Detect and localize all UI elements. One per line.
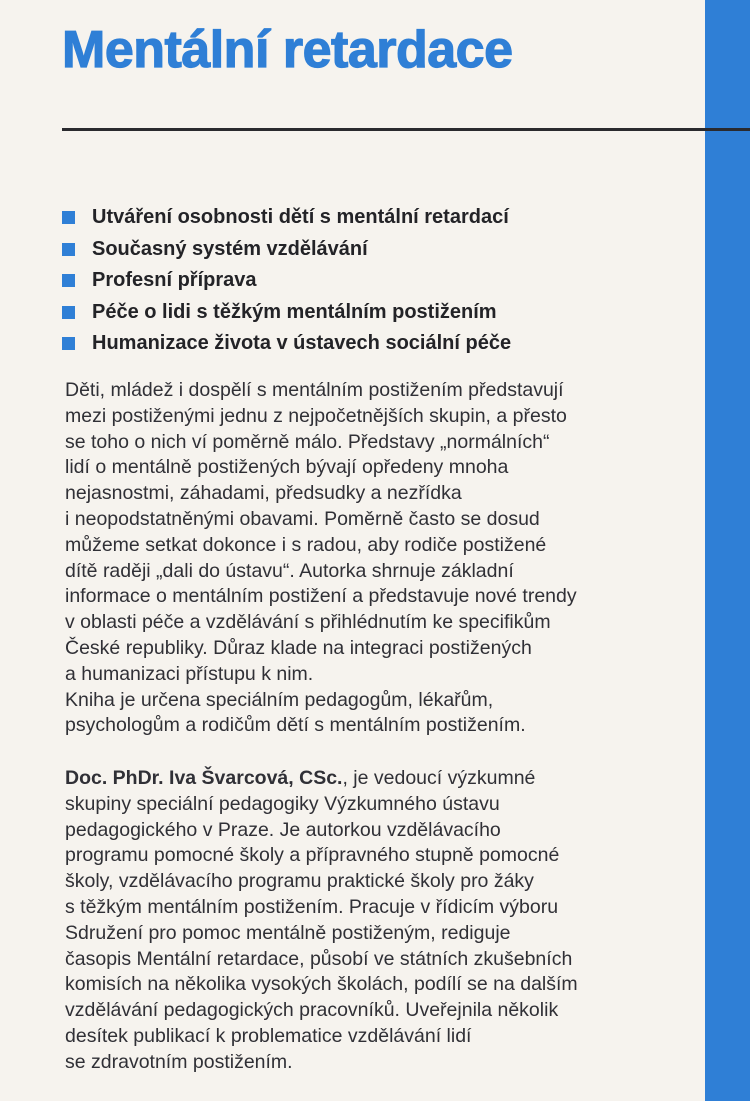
author-bio-line: pedagogického v Praze. Je autorkou vzdělávacího bbox=[65, 818, 501, 841]
author-bio-line: skupiny speciální pedagogiky Výzkumného ústavu bbox=[65, 792, 500, 815]
author-bio-first-line bbox=[65, 766, 578, 792]
description-line: můžeme setkat dokonce i s radou, aby rodiče postižené bbox=[65, 533, 547, 556]
title-divider bbox=[62, 128, 750, 131]
description-line: v oblasti péče a vzdělávání s přihlédnutím ke specifikům bbox=[65, 611, 551, 634]
description-line: informace o mentálním postižení a představuje nové trendy bbox=[65, 585, 577, 608]
topic-item bbox=[62, 234, 511, 266]
description-line: se toho o nich ví poměrně málo. Představy „normálních“ bbox=[65, 430, 550, 453]
description-line: nejasnostmi, záhadami, předsudky a nezřídka bbox=[65, 482, 462, 505]
description-line: Kniha je určena speciálním pedagogům, lékařům, bbox=[65, 688, 494, 711]
description-line: České republiky. Důraz klade na integraci postižených bbox=[65, 636, 532, 659]
description-line: psychologům a rodičům dětí s mentálním postižením. bbox=[65, 714, 526, 737]
author-bio-first-line-rest: , je vedoucí výzkumné bbox=[342, 767, 536, 789]
square-bullet-icon bbox=[62, 337, 75, 350]
square-bullet-icon bbox=[62, 306, 75, 319]
author-bio bbox=[65, 766, 578, 1076]
author-bio-line: časopis Mentální retardace, působí ve státních zkušebních bbox=[65, 947, 573, 970]
topic-item bbox=[62, 265, 511, 297]
blue-side-strip bbox=[705, 0, 750, 1101]
topic-item bbox=[62, 202, 511, 234]
author-bio-line: desítek publikací k problematice vzdělávání lidí bbox=[65, 1024, 472, 1047]
description-line: Děti, mládež i dospělí s mentálním postižením představují bbox=[65, 379, 564, 401]
topic-item-label: Humanizace života v ústavech sociální péče bbox=[92, 332, 512, 355]
description-line: dítě raději „dali do ústavu“. Autorka shrnuje základní bbox=[65, 559, 514, 582]
square-bullet-icon bbox=[62, 211, 75, 224]
book-description bbox=[65, 378, 577, 739]
description-line: i neopodstatněnými obavami. Poměrně často se dosud bbox=[65, 507, 540, 530]
author-name: Doc. PhDr. Iva Švarcová, CSc. bbox=[65, 767, 343, 789]
book-title: Mentální retardace bbox=[62, 21, 513, 79]
topic-item bbox=[62, 297, 511, 329]
description-line: a humanizaci přístupu k nim. bbox=[65, 662, 314, 685]
topic-item-label: Utváření osobnosti dětí s mentální retardací bbox=[92, 206, 509, 229]
topic-item-label: Péče o lidi s těžkým mentálním postižením bbox=[92, 300, 497, 323]
square-bullet-icon bbox=[62, 243, 75, 256]
author-bio-line: školy, vzdělávacího programu praktické školy pro žáky bbox=[65, 870, 534, 893]
author-bio-line: vzdělávání pedagogických pracovníků. Uveřejnila několik bbox=[65, 999, 559, 1022]
author-bio-line: Sdružení pro pomoc mentálně postiženým, rediguje bbox=[65, 921, 511, 944]
topic-item bbox=[62, 328, 511, 360]
topic-item-label: Profesní příprava bbox=[92, 269, 257, 292]
topic-list bbox=[62, 202, 511, 360]
author-bio-line: komisích na několika vysokých školách, podílí se na dalším bbox=[65, 973, 578, 996]
description-line: mezi postiženými jednu z nejpočetnějších skupin, a přesto bbox=[65, 404, 567, 427]
square-bullet-icon bbox=[62, 274, 75, 287]
author-bio-line: s těžkým mentálním postižením. Pracuje v řídicím výboru bbox=[65, 895, 559, 918]
topic-item-label: Současný systém vzdělávání bbox=[92, 237, 368, 260]
description-line: lidí o mentálně postižených bývají opředeny mnoha bbox=[65, 456, 509, 479]
author-bio-line: se zdravotním postižením. bbox=[65, 1050, 293, 1073]
author-bio-line: programu pomocné školy a přípravného stupně pomocné bbox=[65, 844, 560, 867]
